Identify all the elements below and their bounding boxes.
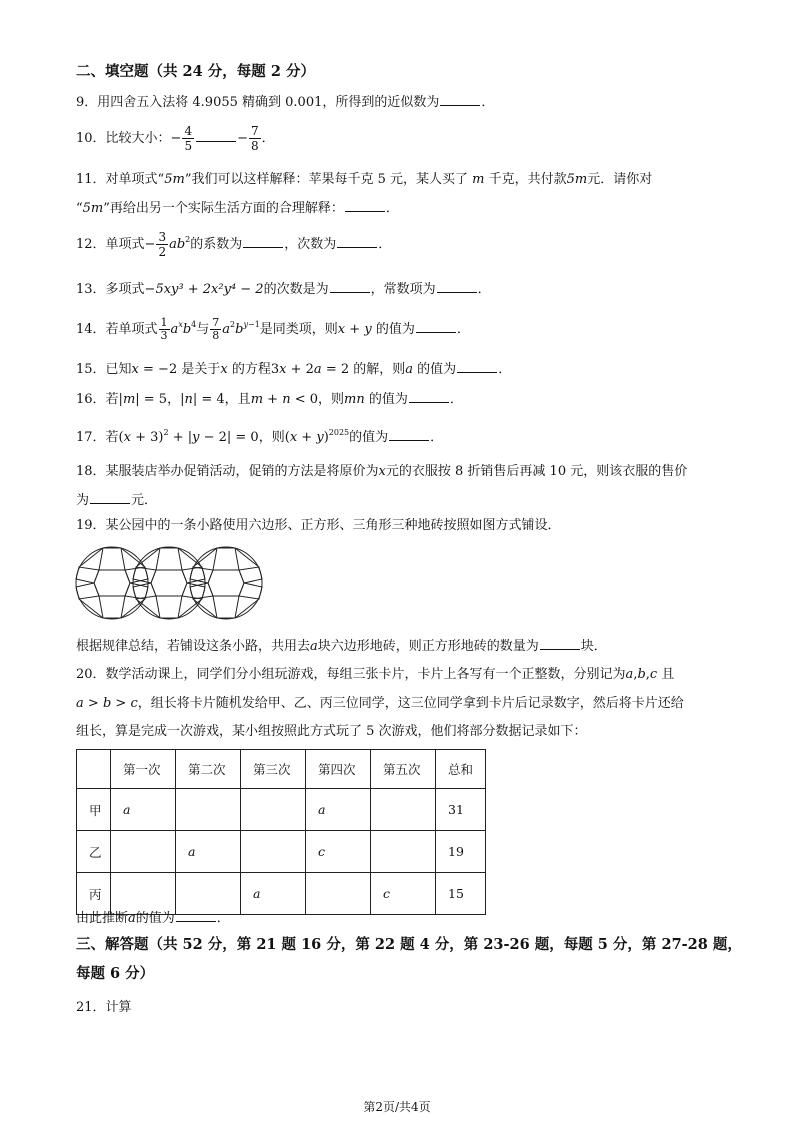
answer-blank[interactable] <box>330 280 370 293</box>
question-18-line-1: 18．某服装店举办促销活动，促销的方法是将原价为x元的衣服按 8 折销售后再减 10 元，则该衣服的售价 <box>76 464 688 479</box>
game-record-table <box>76 749 486 915</box>
question-10: 10．比较大小：− $\frac{4}{5}$ − $\frac{7}{8}$ ． <box>76 124 275 153</box>
table-row: 丙 a c 15 <box>77 873 486 915</box>
question-19-answer-line: 根据规律总结，若铺设这条小路，共用去a块六边形地砖，则正方形地砖的数量为 块． <box>76 639 607 654</box>
answer-blank[interactable] <box>440 93 480 106</box>
answer-blank[interactable] <box>196 129 236 142</box>
answer-blank[interactable] <box>243 235 283 248</box>
fill-section-header: 二、填空题（共 24 分，每题 2 分） <box>76 63 315 80</box>
question-13: 13．多项式−5xy³ + 2x²y⁴ − 2的次数是为 ，常数项为 ． <box>76 282 491 297</box>
page-footer: 第2页/共4页 <box>363 1100 431 1114</box>
question-20-conclusion: 由此推断a的值为 ． <box>76 911 230 926</box>
question-21: 21．计算 <box>76 1000 132 1015</box>
tile-unit <box>190 547 262 619</box>
question-11-line-1: 11．对单项式“5m”我们可以这样解释：苹果每千克 5 元，某人买了 m 千克，共付款5m元．请你对 <box>76 172 653 187</box>
fraction: $\frac{1}{3}$ <box>160 316 168 342</box>
table-row: 甲 a a 31 <box>77 789 486 831</box>
answer-blank[interactable] <box>457 360 497 373</box>
answer-blank[interactable] <box>90 491 130 504</box>
answer-blank[interactable] <box>437 280 477 293</box>
question-11-line-2: “5m”再给出另一个实际生活方面的合理解释： ． <box>76 201 399 216</box>
question-20-line-3: 组长，算是完成一次游戏，某小组按照此方式玩了 5 次游戏，他们将部分数据记录如下： <box>76 724 587 739</box>
tile-unit <box>76 547 148 619</box>
fraction: $\frac{4}{5}$ <box>184 124 193 153</box>
question-20-line-1: 20．数学活动课上，同学们分小组玩游戏，每组三张卡片，卡片上各写有一个正整数，分别记为a,b,c 且 <box>76 667 675 682</box>
table-header-row: 第一次 第二次 第三次 第四次 第五次 总和 <box>77 750 486 789</box>
solve-section-header-cont: 每题 6 分） <box>76 965 155 982</box>
question-9: 9．用四舍五入法将 4.9055 精确到 0.001，所得到的近似数为 ． <box>76 95 495 110</box>
fraction: $\frac{3}{2}$ <box>158 230 167 259</box>
question-18-line-2: 为 元． <box>76 493 158 508</box>
answer-blank[interactable] <box>540 637 580 650</box>
question-19: 19．某公园中的一条小路使用六边形、正方形、三角形三种地砖按照如图方式铺设． <box>76 518 561 533</box>
answer-blank[interactable] <box>176 909 216 922</box>
question-14: 14．若单项式 $\frac{1}{3}$ $a^xb^4$与 $\frac{7}{8}$ $a^2b^{y-1}$是同类项，则x + y 的值为 ． <box>76 316 470 342</box>
fraction: $\frac{7}{8}$ <box>212 316 220 342</box>
answer-blank[interactable] <box>345 199 385 212</box>
question-16: 16．若|m| = 5，|n| = 4，且m + n < 0，则mn 的值为 ． <box>76 392 463 407</box>
tile-pattern-figure <box>74 545 264 621</box>
answer-blank[interactable] <box>337 235 377 248</box>
question-20-line-2: a > b > c，组长将卡片随机发给甲、乙、丙三位同学，这三位同学拿到卡片后记录数字，然后将卡片还给 <box>76 696 684 711</box>
solve-section-header: 三、解答题（共 52 分，第 21 题 16 分，第 22 题 4 分，第 23-26 题，每题 5 分，第 27-28 题， <box>76 936 742 953</box>
question-17: 17．若$(x + 3)^2 + |y - 2| = 0$，则$(x + y)^{2025}$的值为 ． <box>76 428 444 445</box>
fraction: $\frac{7}{8}$ <box>251 124 259 153</box>
table-row: 乙 a c 19 <box>77 831 486 873</box>
answer-blank[interactable] <box>409 390 449 403</box>
answer-blank[interactable] <box>416 320 456 333</box>
question-12: 12．单项式− $\frac{3}{2}$ $ab^2$的系数为 ，次数为 ． <box>76 230 392 259</box>
question-15: 15．已知x = −2 是关于x 的方程3x + 2a = 2 的解，则a 的值为 ． <box>76 362 512 377</box>
tile-unit <box>133 547 205 619</box>
answer-blank[interactable] <box>389 428 429 441</box>
